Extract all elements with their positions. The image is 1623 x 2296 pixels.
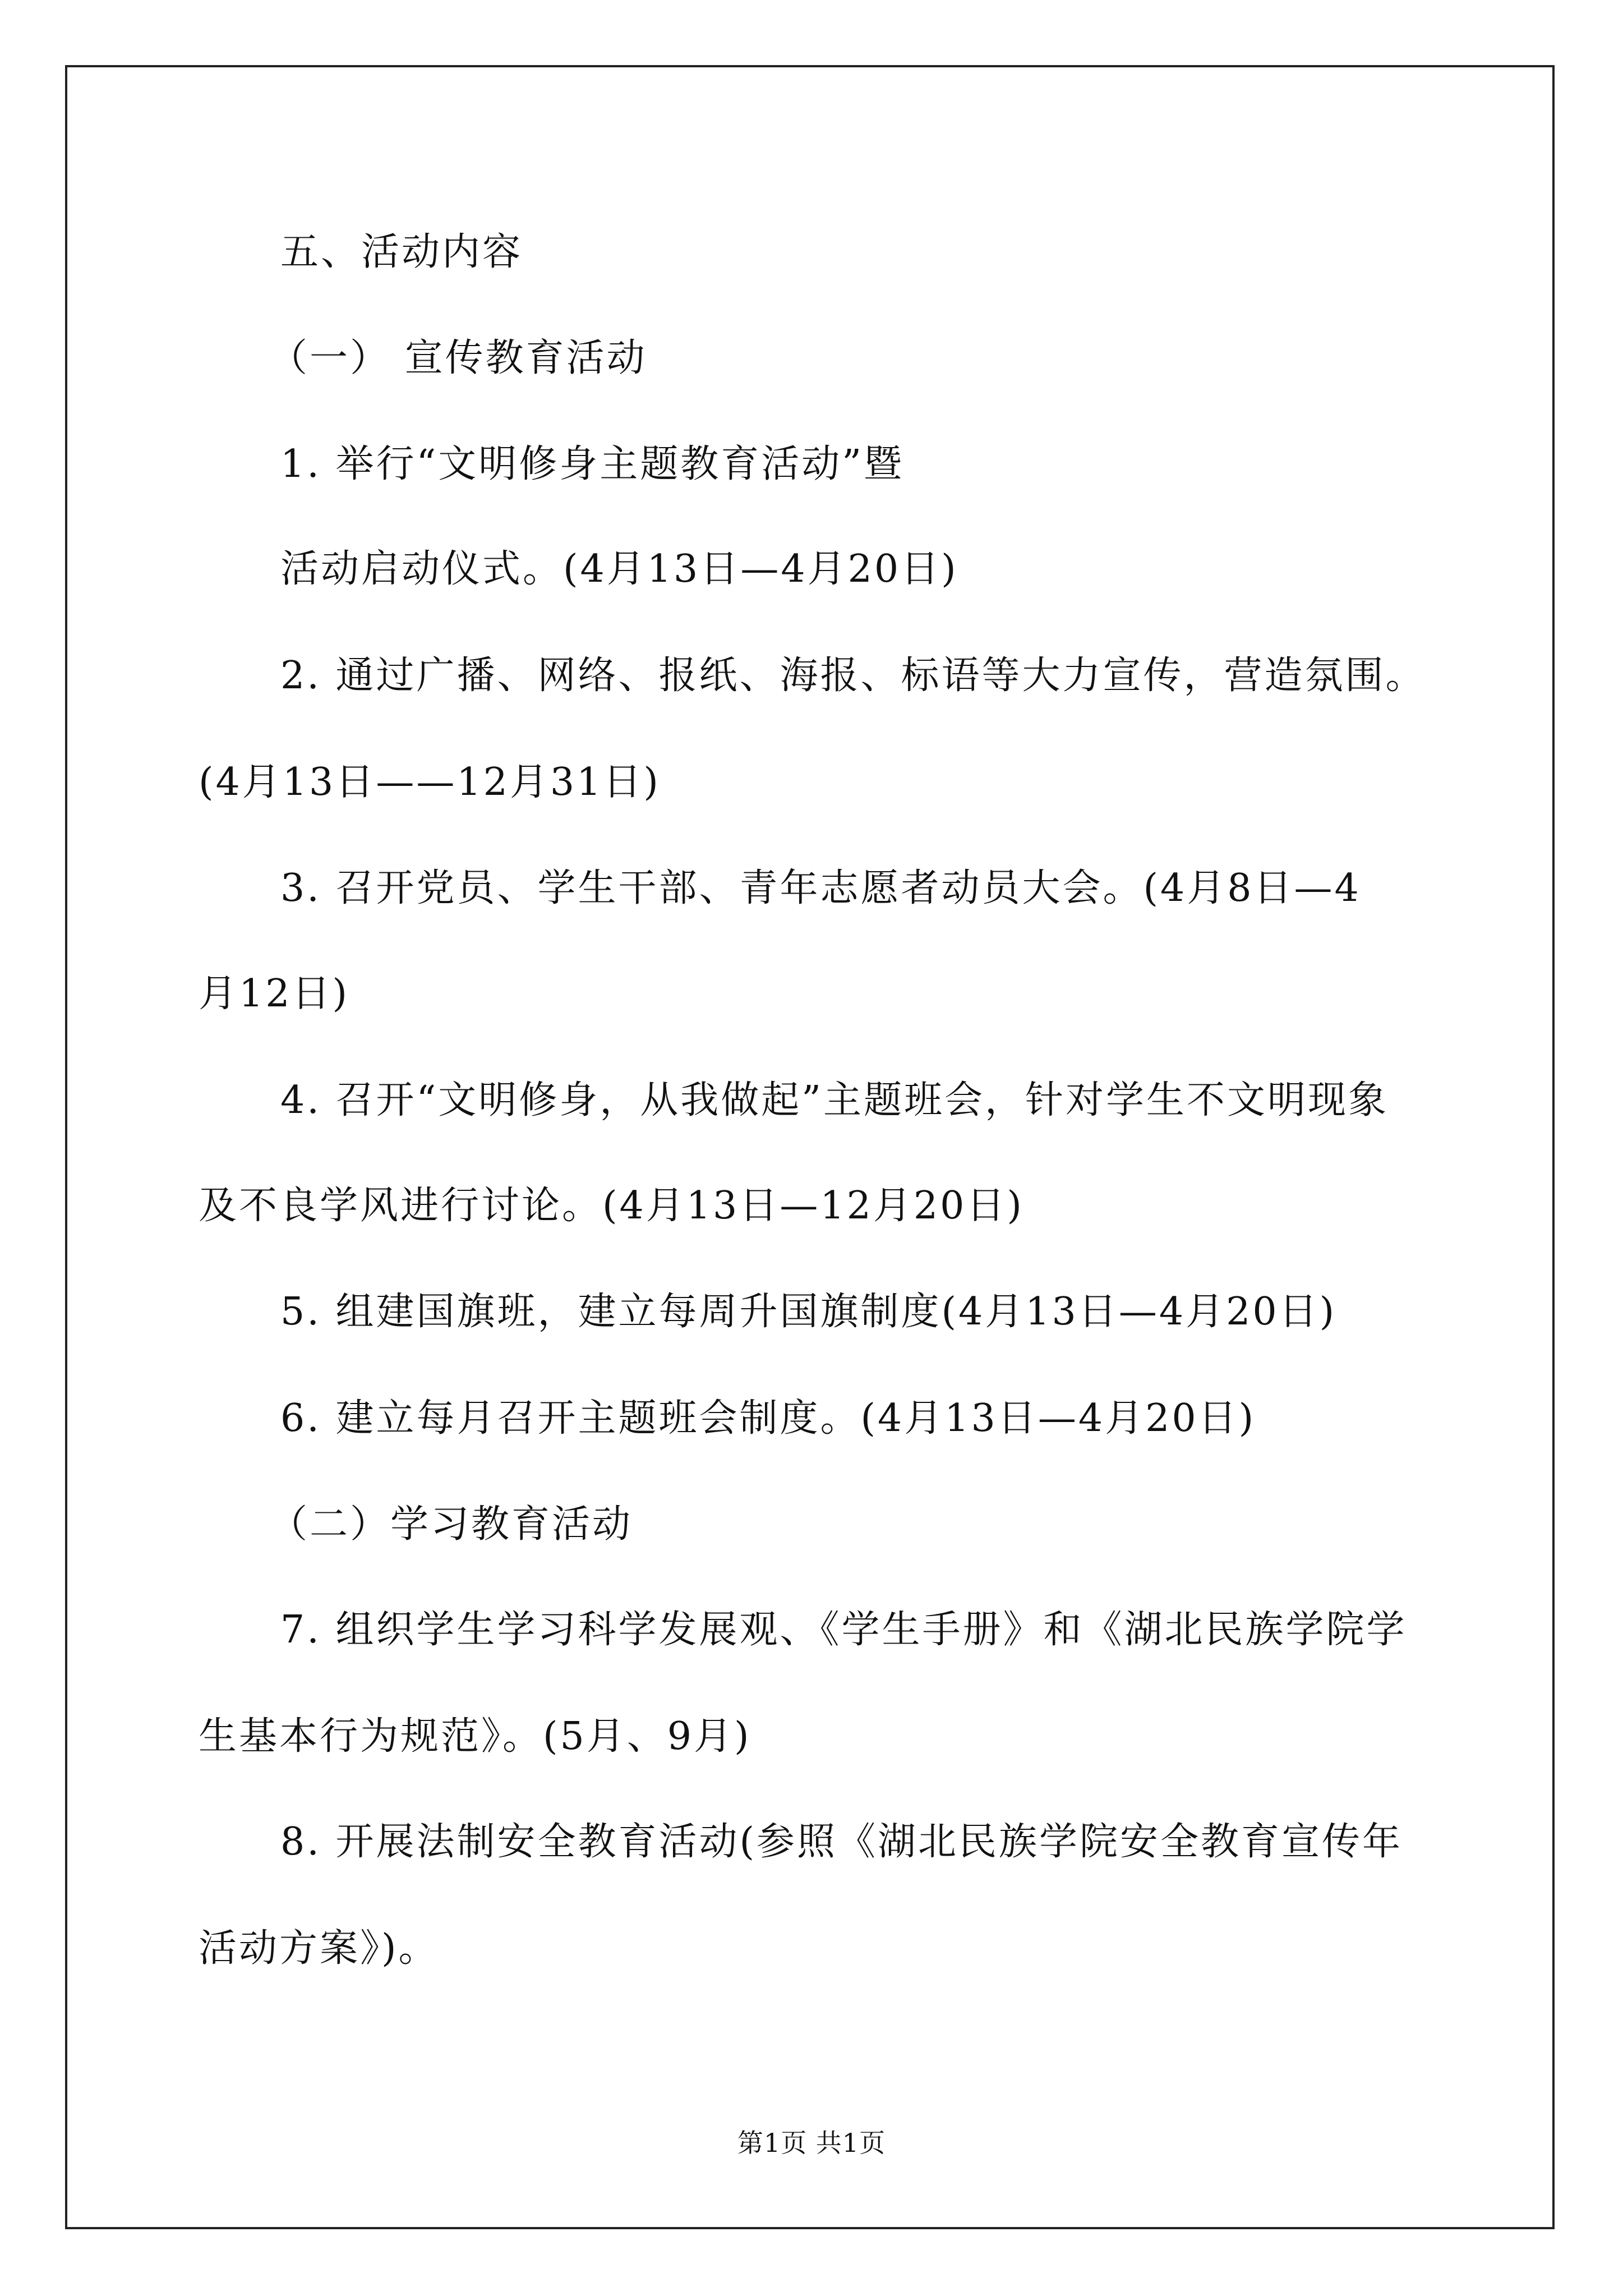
paragraph-line: 及不良学风进行讨论。(4月13日—12月20日)	[199, 1184, 1024, 1228]
paragraph-line: 生基本行为规范》。(5月、9月)	[199, 1714, 751, 1759]
paragraph-line: 7. 组织学生学习科学发展观、《学生手册》和《湖北民族学院学	[280, 1608, 1407, 1652]
page-footer: 第1页 共1页	[737, 2128, 886, 2158]
page-border	[65, 65, 1555, 2229]
paragraph-line: (4月13日——12月31日)	[199, 760, 661, 804]
subsection-heading: （二）学习教育活动	[269, 1502, 633, 1547]
subsection-heading: （一） 宣传教育活动	[269, 336, 647, 380]
paragraph-line: 2. 通过广播、网络、报纸、海报、标语等大力宣传，营造氛围。	[280, 654, 1426, 698]
paragraph-line: 月12日)	[199, 972, 350, 1016]
paragraph-line: 8. 开展法制安全教育活动(参照《湖北民族学院安全教育宣传年	[280, 1820, 1403, 1864]
paragraph-line: 4. 召开“文明修身，从我做起”主题班会，针对学生不文明现象	[280, 1078, 1389, 1122]
paragraph-line: 6. 建立每月召开主题班会制度。(4月13日—4月20日)	[280, 1396, 1256, 1441]
paragraph-line: 5. 组建国旗班，建立每周升国旗制度(4月13日—4月20日)	[280, 1290, 1337, 1334]
paragraph-line: 活动方案》)。	[199, 1926, 439, 1971]
paragraph-line: 3. 召开党员、学生干部、青年志愿者动员大会。(4月8日—4	[280, 866, 1361, 910]
section-heading: 五、活动内容	[280, 230, 523, 274]
paragraph-line: 1. 举行“文明修身主题教育活动”暨	[280, 442, 905, 486]
paragraph-line: 活动启动仪式。(4月13日—4月20日)	[280, 547, 958, 591]
